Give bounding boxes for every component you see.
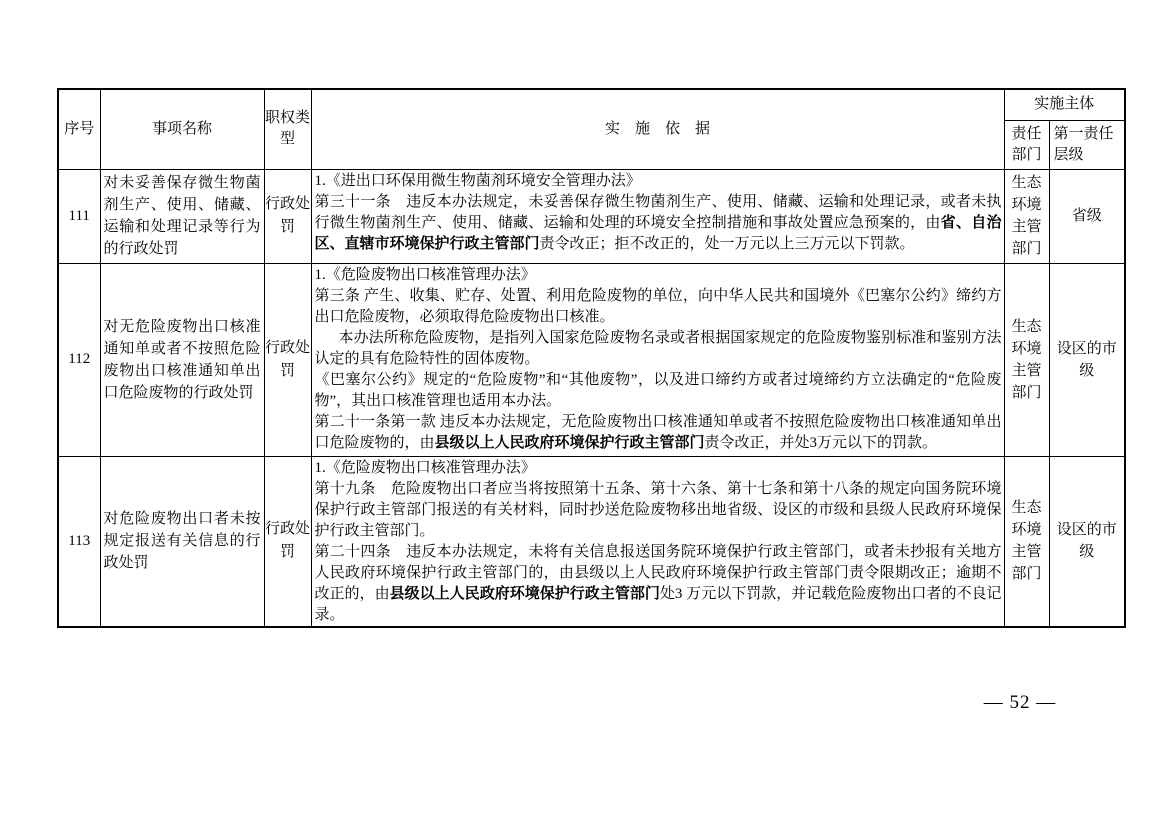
responsible-department-cell: 生态环境主管部门 — [1004, 456, 1049, 627]
basis-paragraph: 第三十一条 违反本办法规定，未妥善保存微生物菌剂生产、使用、储藏、运输和处理记录，或者未执行微生物菌剂生产、使用、储藏、运输和处理的环境安全控制措施和事故处置应急预案的，由省、自治区、直辖市环境保护行政主管部门责令改正；拒不改正的，处一万元以上三万元以下罚款。 — [314, 193, 1002, 252]
responsible-department-cell: 生态环境主管部门 — [1004, 169, 1049, 263]
table-row — [58, 263, 1125, 456]
col-header-power-type: 职权类型 — [264, 89, 311, 169]
header-row-group — [58, 89, 1125, 120]
col-header-index: 序号 — [58, 89, 100, 169]
basis-paragraph: 第二十一条第一款 违反本办法规定，无危险废物出口核准通知单或者不按照危险废物出口核准通知单出口危险废物的，由县级以上人民政府环境保护行政主管部门责令改正，并处3万元以下的罚款。 — [314, 413, 1002, 451]
table-row — [58, 456, 1125, 627]
table-body — [58, 169, 1125, 627]
row-index-cell: 112 — [58, 263, 100, 456]
implementation-basis-cell — [311, 263, 1004, 456]
col-header-subject-group: 实施主体 — [1004, 89, 1125, 120]
power-type-cell: 行政处罚 — [264, 169, 311, 263]
responsibility-level-cell: 设区的市级 — [1049, 456, 1125, 627]
page-number: — 52 — — [983, 692, 1057, 713]
basis-paragraph: 第十九条 危险废物出口者应当将按照第十五条、第十六条、第十七条和第十八条的规定向国务院环境保护行政主管部门报送的有关材料，同时抄送危险废物移出地省级、设区的市级和县级人民政府环境保护行政主管部门。 — [314, 480, 1002, 539]
row-index-cell: 111 — [58, 169, 100, 263]
table-row — [58, 169, 1125, 263]
implementation-basis-cell — [311, 169, 1004, 263]
basis-paragraph: 1.《进出口环保用微生物菌剂环境安全管理办法》 — [314, 172, 641, 189]
basis-paragraph: 《巴塞尔公约》规定的“危险废物”和“其他废物”，以及进口缔约方或者过境缔约方立法确定的“危险废物”，其出口核准管理也适用本办法。 — [314, 371, 1002, 409]
penalty-items-table — [57, 88, 1126, 628]
col-header-department: 责任部门 — [1004, 120, 1049, 169]
col-header-item-name: 事项名称 — [100, 89, 264, 169]
basis-paragraph: 第三条 产生、收集、贮存、处置、利用危险废物的单位，向中华人民共和国境外《巴塞尔公约》缔约方出口危险废物，必须取得危险废物出口核准。 — [314, 287, 1002, 325]
responsible-department-cell: 生态环境主管部门 — [1004, 263, 1049, 456]
basis-paragraph: 1.《危险废物出口核准管理办法》 — [314, 459, 536, 476]
responsibility-level-cell: 省级 — [1049, 169, 1125, 263]
power-type-cell: 行政处罚 — [264, 263, 311, 456]
col-header-basis: 实 施 依 据 — [311, 89, 1004, 169]
basis-paragraph: 1.《危险废物出口核准管理办法》 — [314, 266, 536, 283]
implementation-basis-cell — [311, 456, 1004, 627]
item-name-cell: 对未妥善保存微生物菌剂生产、使用、储藏、运输和处理记录等行为的行政处罚 — [100, 169, 264, 263]
responsibility-level-cell: 设区的市级 — [1049, 263, 1125, 456]
item-name-cell: 对危险废物出口者未按规定报送有关信息的行政处罚 — [100, 456, 264, 627]
row-index-cell: 113 — [58, 456, 100, 627]
basis-paragraph: 第二十四条 违反本办法规定，未将有关信息报送国务院环境保护行政主管部门，或者未抄报有关地方人民政府环境保护行政主管部门的，由县级以上人民政府环境保护行政主管部门责令限期改正；逾期不改正的，由县级以上人民政府环境保护行政主管部门处3 万元以下罚款，并记载危险废物出口者的不良记录。 — [314, 543, 1002, 623]
item-name-cell: 对无危险废物出口核准通知单或者不按照危险废物出口核准通知单出口危险废物的行政处罚 — [100, 263, 264, 456]
power-type-cell: 行政处罚 — [264, 456, 311, 627]
basis-paragraph: 本办法所称危险废物，是指列入国家危险废物名录或者根据国家规定的危险废物鉴别标准和鉴别方法认定的具有危险特性的固体废物。 — [314, 329, 1002, 367]
col-header-level: 第一责任层级 — [1049, 120, 1125, 169]
